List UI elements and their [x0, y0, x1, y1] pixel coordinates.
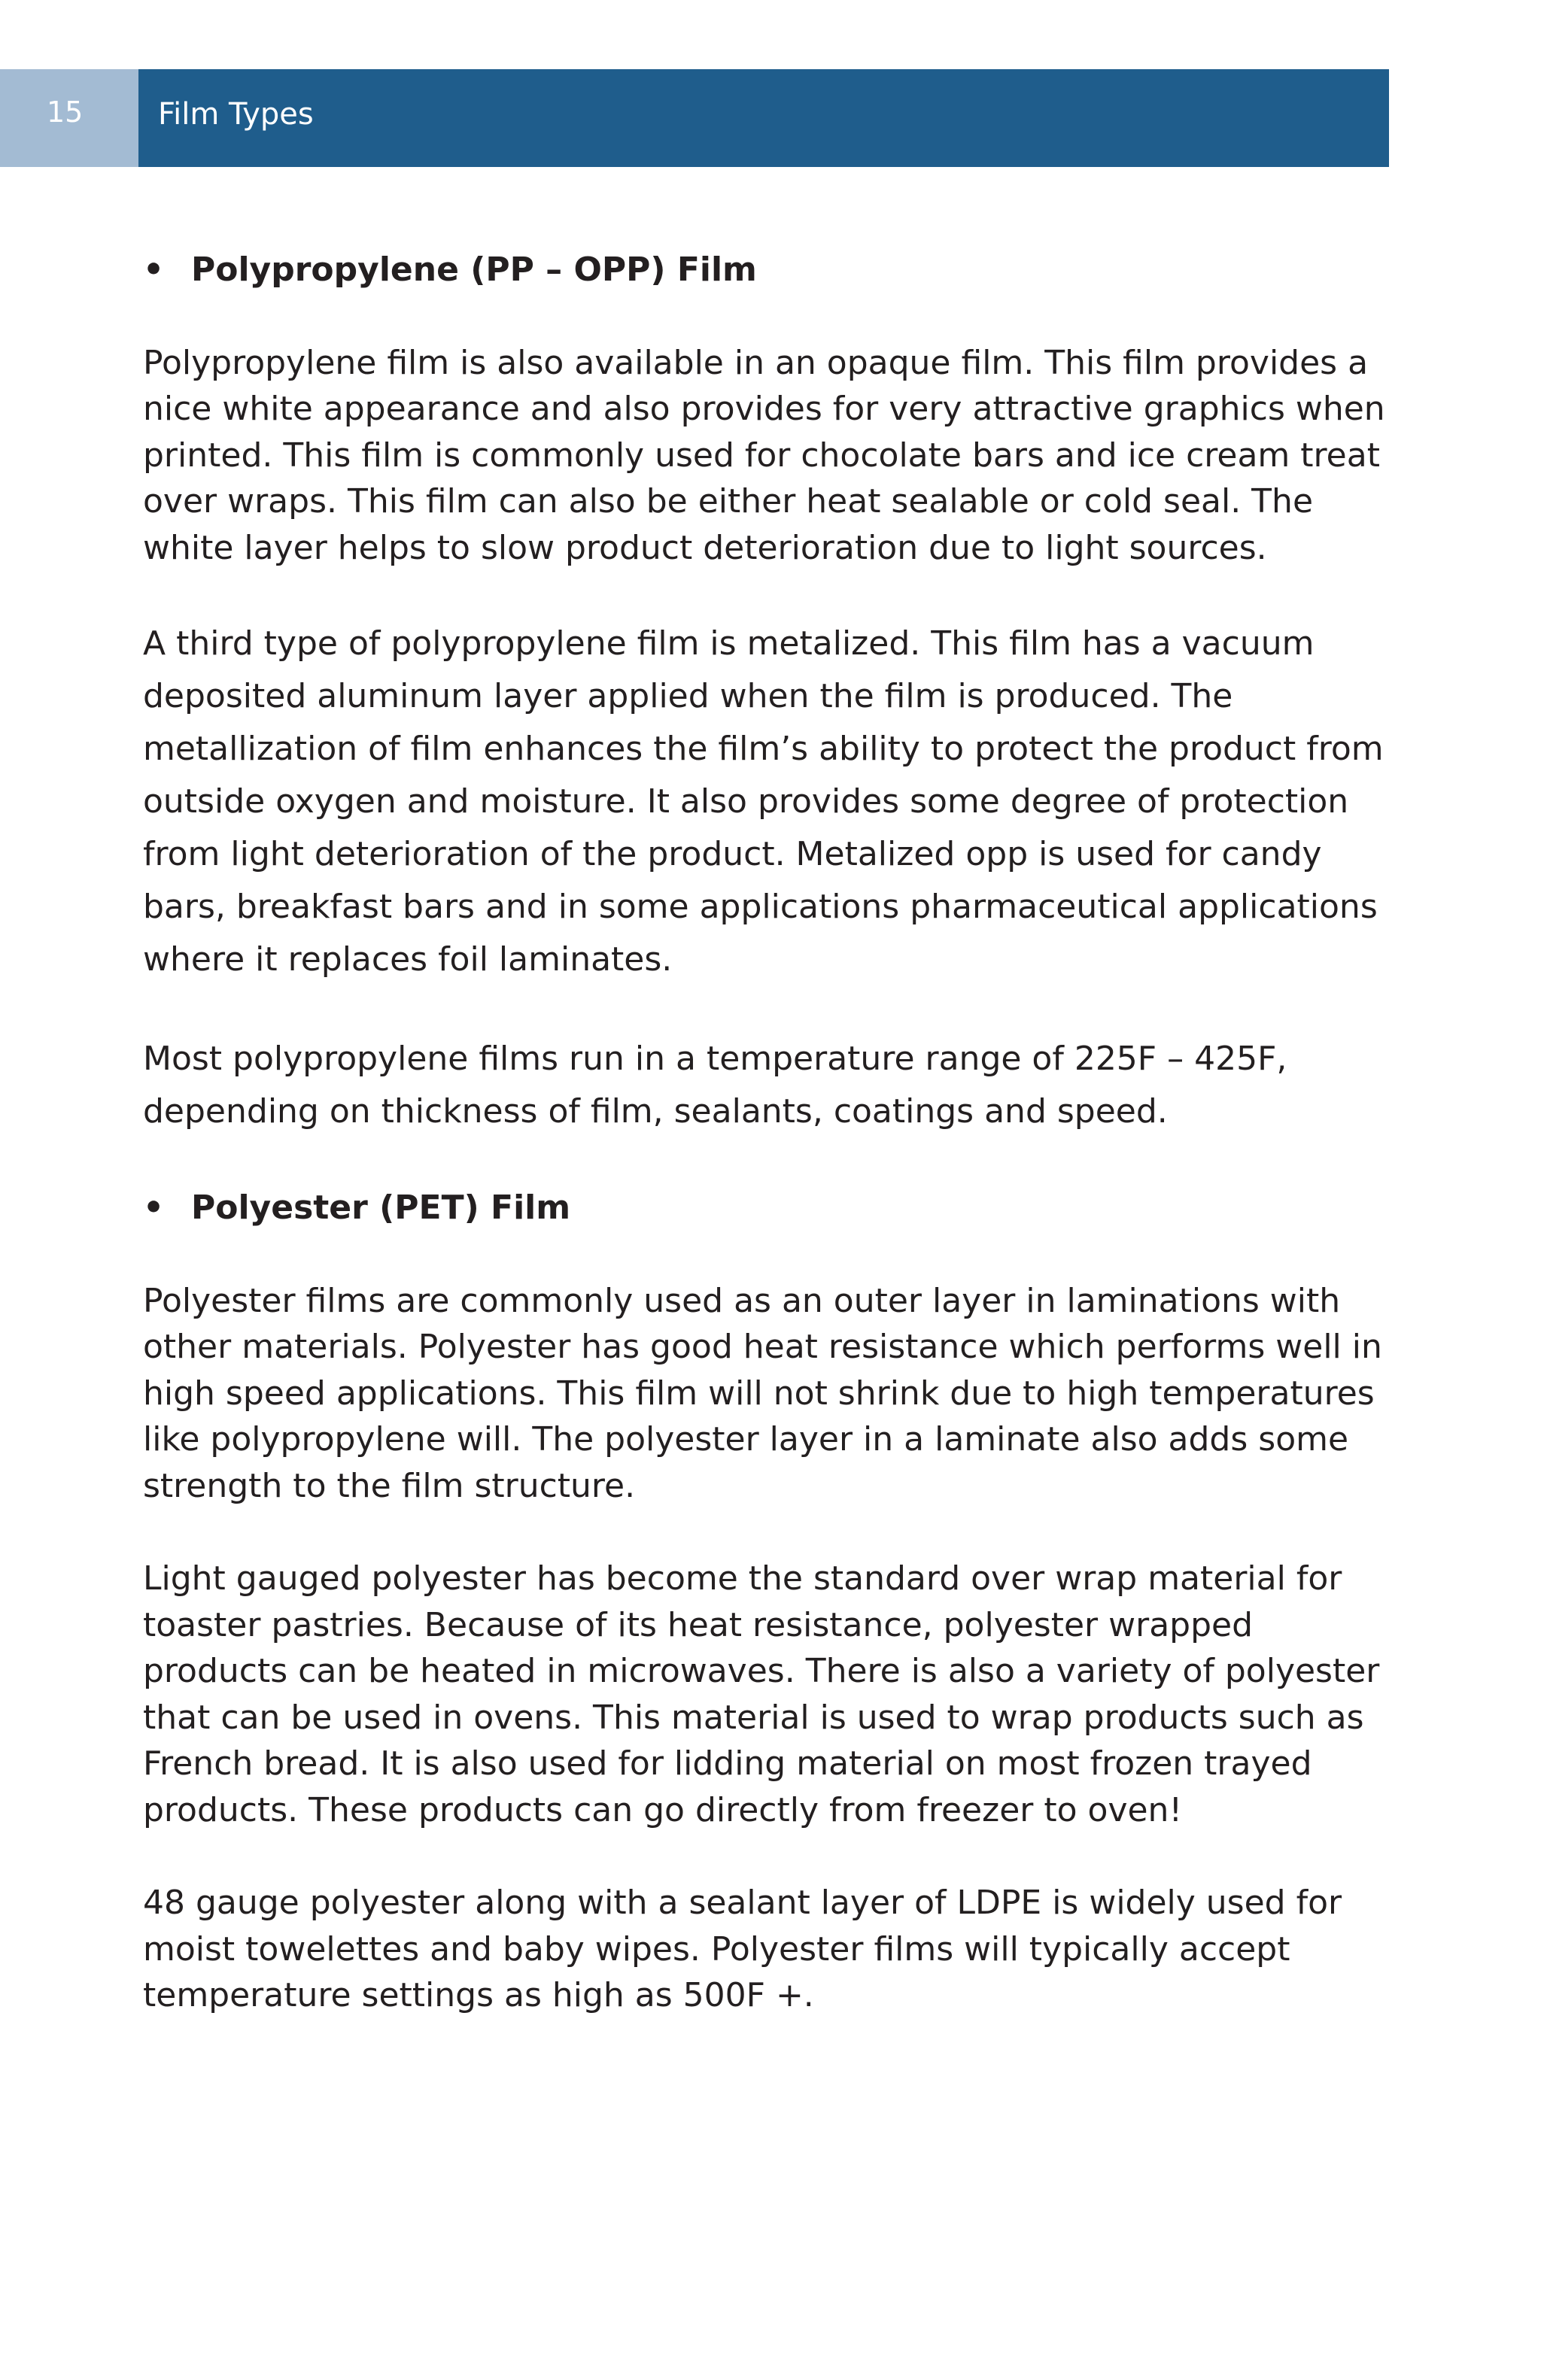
heading-text: Polypropylene (PP – OPP) Film — [191, 250, 757, 289]
page-number: 15 — [47, 96, 84, 129]
heading-polypropylene — [143, 247, 1400, 293]
paragraph-metalized-pp: A third type of polypropylene film is metalized. This film has a vacuum deposited aluminum layer applied when the film is produced. The metallization of film enhances the film’s ability to protect the product from outside oxygen and moisture. It also provides some degree of protection from light deterioration of the product. Metalized opp is used for candy bars, breakfast bars and in some applications pharmaceutical applications where it replaces foil laminates. — [143, 624, 1384, 979]
bullet-icon: • — [143, 1188, 165, 1227]
paragraph-48-gauge-polyester: 48 gauge polyester along with a sealant layer of LDPE is widely used for moist towelettes and baby wipes. Polyester films will typically accept temperature settings as high as 500F +. — [143, 1884, 1342, 2014]
page-number-box — [0, 69, 138, 167]
bullet-icon: • — [143, 250, 165, 289]
page-header — [0, 69, 1389, 167]
paragraph-light-gauged-polyester: Light gauged polyester has become the standard over wrap material for toaster pastries. Because of its heat resistance, polyester wrapped products can be heated in microwaves. There is also a variety of polyester that can be used in ovens. This material is used to wrap products such as French bread. It is also used for lidding material on most frozen trayed products. These products can go directly from freezer to oven! — [143, 1559, 1380, 1829]
document-body — [143, 247, 1400, 2019]
paragraph-pp-temperature: Most polypropylene films run in a temperature range of 225F – 425F, depending on thickness of film, sealants, coatings and speed. — [143, 1040, 1287, 1131]
paragraph-polyester-laminations: Polyester films are commonly used as an outer layer in laminations with other materials. Polyester has good heat resistance which performs well in high speed applications. This film will not shrink due to high temperatures like polypropylene will. The polyester layer in a laminate also adds some strength to the film structure. — [143, 1281, 1382, 1505]
paragraph-opaque-pp: Polypropylene film is also available in an opaque film. This film provides a nice white appearance and also provides for very attractive graphics when printed. This film is commonly used for chocolate bars and ice cream treat over wraps. This film can also be either heat sealable or cold seal. The white layer helps to slow product deterioration due to light sources. — [143, 343, 1385, 567]
heading-polyester — [143, 1185, 1400, 1231]
heading-text: Polyester (PET) Film — [191, 1188, 571, 1227]
section-title-bar — [138, 69, 1389, 167]
section-title: Film Types — [158, 97, 314, 132]
